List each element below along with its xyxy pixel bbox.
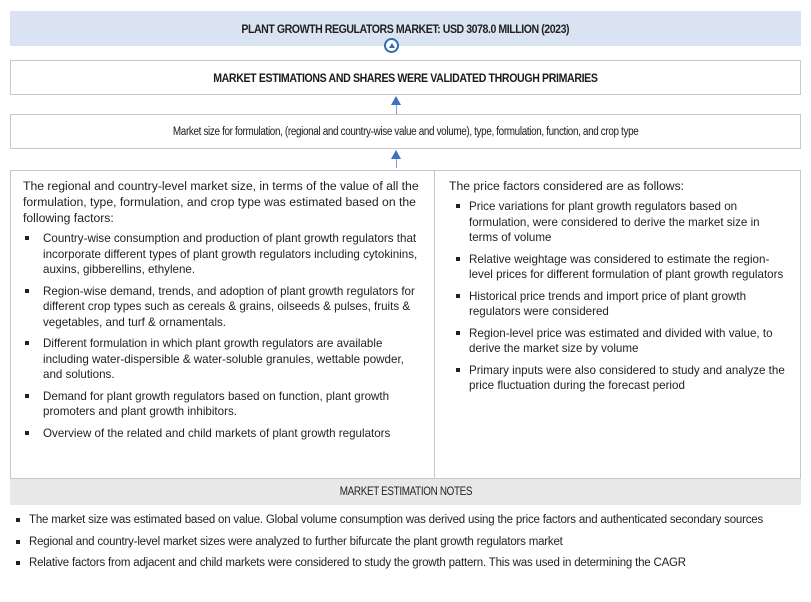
bullet-icon bbox=[456, 257, 460, 261]
estimation-factors-panel bbox=[10, 170, 801, 479]
market-size-factors-intro: The regional and country-level market size, in terms of the value of all the formulation, type, formulation, and crop type was estimated based on the following factors: bbox=[23, 179, 419, 225]
arrow-up-icon bbox=[391, 150, 401, 168]
bullet-icon bbox=[456, 294, 460, 298]
market-size-banner bbox=[10, 11, 801, 46]
bullet-icon bbox=[25, 289, 29, 293]
bullet-icon bbox=[456, 368, 460, 372]
list-item bbox=[23, 426, 422, 442]
list-item bbox=[455, 199, 788, 246]
list-item bbox=[455, 326, 788, 357]
list-item-text: Region-wise demand, trends, and adoption of plant growth regulators for different crop types such as cereals & grains, oilseeds & pulses, fruits & vegetables, and turf & ornamentals. bbox=[43, 284, 415, 329]
validation-box bbox=[10, 60, 801, 95]
list-item-text: Demand for plant growth regulators based on function, plant growth promoters and plant growth inhibitors. bbox=[43, 389, 390, 418]
list-item bbox=[14, 513, 804, 529]
notes-title: MARKET ESTIMATION NOTES bbox=[339, 486, 472, 498]
arrow-up-icon bbox=[391, 96, 401, 114]
list-item bbox=[23, 231, 422, 278]
bullet-icon bbox=[25, 394, 29, 398]
banner-title: PLANT GROWTH REGULATORS MARKET: USD 3078.0 MILLION (2023) bbox=[241, 21, 570, 36]
list-item bbox=[23, 336, 422, 383]
bullet-icon bbox=[16, 540, 20, 544]
estimation-notes-list bbox=[14, 513, 804, 578]
list-item bbox=[23, 389, 422, 420]
price-factors-intro: The price factors considered are as follows: bbox=[449, 179, 685, 193]
price-factors-column bbox=[435, 171, 800, 478]
list-item-text: The market size was estimated based on value. Global volume consumption was derived using the price factors and authenticated secondary sources bbox=[29, 514, 764, 526]
list-item bbox=[455, 252, 788, 283]
list-item-text: Different formulation in which plant growth regulators are available including water-dispersible & water-soluble granules, wettable powder, and solutions. bbox=[43, 337, 404, 381]
market-size-scope-text: Market size for formulation, (regional and country-wise value and volume), type, formulation, function, and crop type bbox=[172, 125, 639, 138]
list-item bbox=[14, 535, 804, 551]
list-item-text: Relative weightage was considered to estimate the region-level prices for different formulation of plant growth regulators bbox=[469, 252, 784, 281]
bullet-icon bbox=[16, 561, 20, 565]
list-item-text: Country-wise consumption and production of plant growth regulators that incorporate different types of plant growth regulators including cytokinins, auxins, gibberellins, ethylene. bbox=[43, 232, 418, 276]
list-item bbox=[23, 284, 422, 331]
circle-up-arrow-icon bbox=[384, 38, 399, 53]
market-size-factors-list bbox=[23, 231, 422, 441]
bullet-icon bbox=[25, 431, 29, 435]
bullet-icon bbox=[25, 341, 29, 345]
bullet-icon bbox=[456, 331, 460, 335]
market-size-scope-box bbox=[10, 114, 801, 149]
list-item-text: Relative factors from adjacent and child markets were considered to study the growth pattern. This was used in determining the CAGR bbox=[29, 557, 686, 569]
list-item bbox=[14, 556, 804, 572]
list-item-text: Regional and country-level market sizes were analyzed to further bifurcate the plant growth regulators market bbox=[29, 535, 563, 548]
validation-text: MARKET ESTIMATIONS AND SHARES WERE VALIDATED THROUGH PRIMARIES bbox=[213, 70, 598, 85]
market-size-factors-column bbox=[11, 171, 435, 478]
list-item-text: Primary inputs were also considered to study and analyze the price fluctuation during the forecast period bbox=[469, 363, 785, 392]
list-item-text: Overview of the related and child markets of plant growth regulators bbox=[43, 426, 391, 440]
bullet-icon bbox=[456, 204, 460, 208]
list-item-text: Price variations for plant growth regulators based on formulation, were considered to derive the market size in terms of volume bbox=[469, 200, 760, 244]
bullet-icon bbox=[25, 236, 29, 240]
notes-header bbox=[10, 479, 801, 505]
list-item bbox=[455, 363, 788, 394]
price-factors-list bbox=[455, 199, 788, 394]
list-item-text: Region-level price was estimated and divided with value, to derive the market size by volume bbox=[469, 326, 773, 355]
list-item bbox=[455, 289, 788, 320]
bullet-icon bbox=[16, 518, 20, 522]
list-item-text: Historical price trends and import price of plant growth regulators were considered bbox=[469, 289, 747, 318]
